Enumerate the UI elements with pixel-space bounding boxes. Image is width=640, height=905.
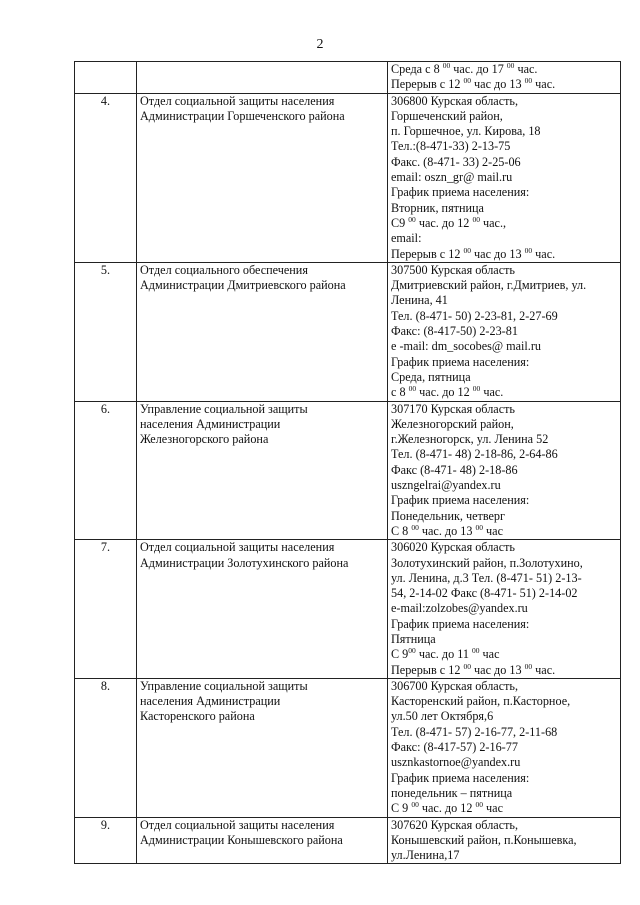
contact-info-line: Пятница xyxy=(391,631,436,646)
contact-info xyxy=(388,817,621,864)
contact-info-line: ул.Ленина,17 xyxy=(391,848,460,863)
contact-info xyxy=(388,262,621,401)
contact-info-line: Факс: (8-417-50) 2-23-81 xyxy=(391,324,518,339)
contact-info-line: С 8 $^{00}$ час. до 13 $^{00}$ час xyxy=(391,522,503,538)
contact-info-line: 306700 Курская область, xyxy=(391,678,519,693)
contact-info-line: ул.50 лет Октября,6 xyxy=(391,709,494,724)
organization-name xyxy=(137,62,388,94)
contact-info-line: Горшеченский район, xyxy=(391,108,503,123)
contact-info-line: График приема населения: xyxy=(391,185,530,200)
organization-name-line: Отдел социального обеспечения xyxy=(140,262,308,277)
organization-name-line: Отдел социальной защиты населения xyxy=(140,93,335,108)
table-row xyxy=(75,262,621,401)
contact-info-line: С $9^{00}$ час. до 11 $^{00}$ час xyxy=(391,646,500,662)
contacts-table-body xyxy=(75,62,621,864)
table-row xyxy=(75,401,621,540)
organization-name-line: Администрации Конышевского района xyxy=(140,832,343,847)
contact-info-line: г.Железногорск, ул. Ленина 52 xyxy=(391,432,549,447)
contact-info-line: 307620 Курская область, xyxy=(391,817,519,832)
table-row xyxy=(75,540,621,679)
contact-info-line: email: xyxy=(391,231,422,246)
organization-name-line: Управление социальной защиты xyxy=(140,678,308,693)
contact-info-line: 306020 Курская область xyxy=(391,540,515,555)
contact-info-line: 307170 Курская область xyxy=(391,401,515,416)
row-number: 7. xyxy=(75,540,137,679)
contact-info-line: Понедельник, четверг xyxy=(391,508,506,523)
contact-info-line: Тел.:(8-471-33) 2-13-75 xyxy=(391,139,511,154)
contact-info-line: Ленина, 41 xyxy=(391,293,448,308)
organization-name-line: Администрации Горшеченского района xyxy=(140,108,345,123)
contact-info-line: Тел. (8-471- 50) 2-23-81, 2-27-69 xyxy=(391,308,558,323)
organization-name-line: Касторенского района xyxy=(140,709,255,724)
contact-info-line: С9 $^{00}$ час. до 12 $^{00}$ час., xyxy=(391,214,507,230)
row-number: 4. xyxy=(75,93,137,262)
organization-name-line: Администрации Дмитриевского района xyxy=(140,278,346,293)
contact-info-line: Касторенский район, п.Касторное, xyxy=(391,694,571,709)
table-row xyxy=(75,678,621,817)
organization-name-line: населения Администрации xyxy=(140,694,281,709)
contact-info-line: ул. Ленина, д.3 Тел. (8-471- 51) 2-13- xyxy=(391,570,582,585)
contact-info-line: 54, 2-14-02 Факс (8-471- 51) 2-14-02 xyxy=(391,586,578,601)
organization-name xyxy=(137,262,388,401)
row-number: 9. xyxy=(75,817,137,864)
organization-name xyxy=(137,540,388,679)
contact-info-line: e-mail:zolzobes@yandex.ru xyxy=(391,601,528,616)
page-number: 2 xyxy=(316,37,324,52)
contact-info-line: usznkastornoe@yandex.ru xyxy=(391,755,521,770)
contact-info-line: График приема населения: xyxy=(391,616,530,631)
contact-info xyxy=(388,678,621,817)
contact-info xyxy=(388,93,621,262)
contact-info-line: Среда с 8 $^{00}$ час. до 17 $^{00}$ час. xyxy=(391,61,538,76)
contact-info-line: uszngelrai@yandex.ru xyxy=(391,478,501,493)
contact-info-line: Дмитриевский район, г.Дмитриев, ул. xyxy=(391,278,587,293)
contact-info-line: email: oszn_gr@ mail.ru xyxy=(391,170,513,185)
contact-info-line: Тел. (8-471- 48) 2-18-86, 2-64-86 xyxy=(391,447,558,462)
organization-name-line: Управление социальной защиты xyxy=(140,401,308,416)
organization-name-line: Администрации Золотухинского района xyxy=(140,555,349,570)
contact-info-line: Тел. (8-471- 57) 2-16-77, 2-11-68 xyxy=(391,724,558,739)
contact-info xyxy=(388,540,621,679)
contact-info-line: 306800 Курская область, xyxy=(391,93,519,108)
contact-info-line: С 9 $^{00}$ час. до 12 $^{00}$ час xyxy=(391,800,503,816)
contact-info-line: Перерыв с 12 $^{00}$ час до 13 $^{00}$ час. xyxy=(391,661,556,677)
contacts-table xyxy=(74,61,621,864)
contact-info-line: Факс (8-471- 48) 2-18-86 xyxy=(391,462,518,477)
table-row xyxy=(75,62,621,94)
contact-info xyxy=(388,401,621,540)
contact-info-line: Железногорский район, xyxy=(391,416,514,431)
contact-info-line: Факс: (8-417-57) 2-16-77 xyxy=(391,740,518,755)
contact-info-line: Конышевский район, п.Конышевка, xyxy=(391,832,577,847)
table-row xyxy=(75,93,621,262)
row-number: 5. xyxy=(75,262,137,401)
contact-info-line: понедельник – пятница xyxy=(391,785,513,800)
organization-name xyxy=(137,678,388,817)
contact-info-line: График приема населения: xyxy=(391,493,530,508)
contact-info-line: 307500 Курская область xyxy=(391,262,515,277)
contact-info-line: Перерыв с 12 $^{00}$ час до 13 $^{00}$ час. xyxy=(391,245,556,261)
contact-info-line: с 8 $^{00}$ час. до 12 $^{00}$ час. xyxy=(391,384,504,400)
contact-info-line: п. Горшечное, ул. Кирова, 18 xyxy=(391,124,541,139)
row-number: 6. xyxy=(75,401,137,540)
organization-name-line: населения Администрации xyxy=(140,416,281,431)
organization-name-line: Железногорского района xyxy=(140,432,269,447)
organization-name-line: Отдел социальной защиты населения xyxy=(140,817,335,832)
row-number: 8. xyxy=(75,678,137,817)
contact-info-line: График приема населения: xyxy=(391,354,530,369)
contact-info-line: График приема населения: xyxy=(391,770,530,785)
organization-name-line: Отдел социальной защиты населения xyxy=(140,540,335,555)
table-row xyxy=(75,817,621,864)
organization-name xyxy=(137,817,388,864)
contact-info-line: e -mail: dm_socobes@ mail.ru xyxy=(391,339,541,354)
contact-info-line: Золотухинский район, п.Золотухино, xyxy=(391,555,583,570)
organization-name xyxy=(137,401,388,540)
row-number xyxy=(75,62,137,94)
contact-info-line: Среда, пятница xyxy=(391,369,471,384)
contact-info-line: Перерыв с 12 $^{00}$ час до 13 $^{00}$ час. xyxy=(391,76,556,92)
contact-info-line: Вторник, пятница xyxy=(391,200,484,215)
contact-info xyxy=(388,62,621,94)
contact-info-line: Факс. (8-471- 33) 2-25-06 xyxy=(391,154,521,169)
organization-name xyxy=(137,93,388,262)
